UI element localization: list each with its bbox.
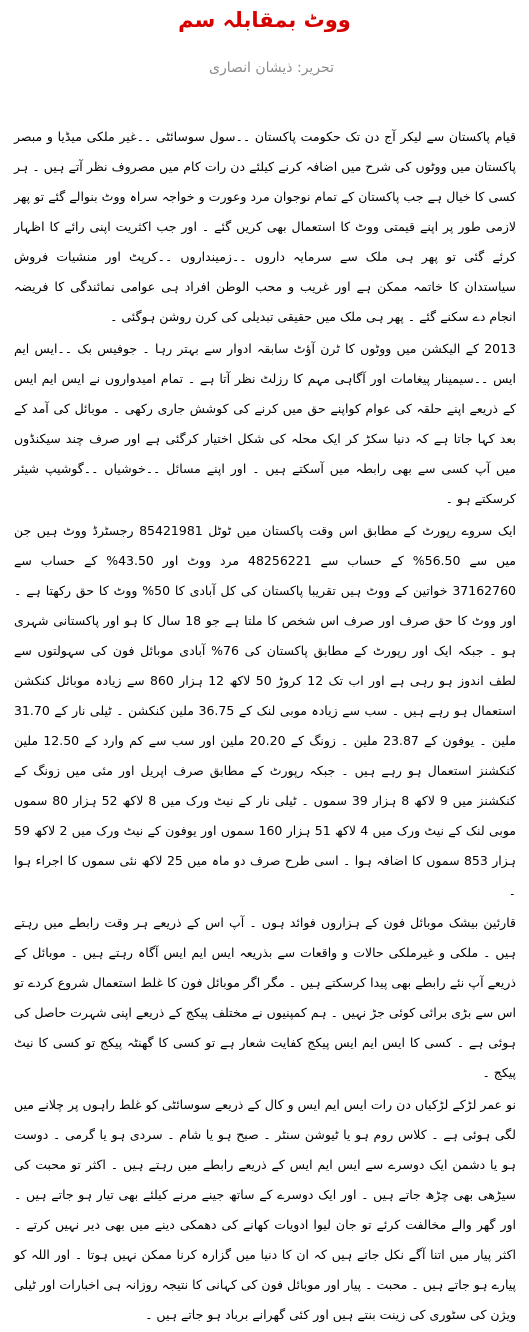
article-paragraph: نو عمر لڑکے لڑکیاں دن رات ایس ایم ایس و کال کے ذریعے سوسائٹی کو غلط راہوں پر چلانے میں لگی ہوئی ہے ۔ کلاس روم ہو یا ٹیوشن سنٹر ۔ صبح ہو یا شام ۔ سردی ہو یا گرمی ۔ دوست ہو یا دشمن ایک دوسرے سے ایس ایم ایس کے ذریعے رابطے میں رہتے ہیں ۔ اکثر تو محبت کی سیڑھی بھی چڑھ جاتے ہیں ۔ اور ایک دوسرے کے ساتھ جینے مرنے کیلئے بھی تیار ہو جاتے ہیں ۔ اور گھر والے مخالفت کرئے تو جان لیوا ادویات کھانے کی دھمکی دینے میں بھی دیر نہیں کرتے ۔ اکثر پیار میں اتنا آگے نکل جاتے ہیں کہ ان کا دنیا میں گزارہ کرنا ممکن نہیں ہوتا ۔ اور اللہ کو پیارے ہو جاتے ہیں ۔ محبت ۔ پیار اور موبائل فون کی کہانی کا نتیجہ روزانہ ہی اخبارات اور ٹیلی ویژن کی سٹوری کی زینت بنتے ہیں اور کئی گھرانے برباد ہو جاتے ہیں ۔ — [14, 1097, 516, 1322]
article-paragraph: قیام پاکستان سے لیکر آج دن تک حکومت پاکستان ۔۔سول سوسائٹی ۔۔غیر ملکی میڈیا و مبصر پاکستان میں ووٹوں کی شرح میں اضافہ کرنے کیلئے دن رات کام میں مصروف نظر آتے ہیں ۔ ہر کسی کا خیال ہے جب پاکستان کے تمام نوجوان مرد وعورت و خواجہ سراہ ووٹ بنوالے گئے تو پھر لازمی طور پر اپنے قیمتی ووٹ کا استعمال بھی کریں گئے ۔ اور جب اکثریت اپنی رائے کا اظہار کرئے گئی تو پھر ہی ملک سے سرمایہ داروں ۔۔زمینداروں ۔۔کرپٹ اور منشیات فروش سیاستدان کا خاتمہ ممکن ہے اور غریب و محب الوطن افراد ہی عوامی نمائندگی کا فریضہ انجام دے سکنے گئے ۔ پھر ہی ملک میں حقیقی تبدیلی کی کرن روشن ہوگئی ۔ — [14, 129, 516, 324]
article-byline: تحریر: ذیشان انصاری — [209, 60, 334, 76]
article-body — [14, 122, 516, 1332]
article-title: ووٹ بمقابلہ سم — [178, 8, 351, 32]
article-paragraph: قارئین بیشک موبائل فون کے ہزاروں فوائد ہوں ۔ آپ اس کے ذریعے ہر وقت رابطے میں رہتے ہیں ۔ ملکی و غیرملکی حالات و واقعات سے بذریعہ ایس ایم ایس آگاہ رہتے ہیں ۔ موبائل کے ذریعے آپ نئے رابطے بھی پیدا کرسکتے ہیں ۔ مگر اگر موبائل فون کا غلط استعمال شروع کردے تو اس سے بڑی برائی کوئی جڑ نہیں ۔ ہم کمپنیوں نے مختلف پیکج کے ذریعے اپنی شہرت حاصل کی ہوئی ہے ۔ کسی کا ایس ایم ایس پیکج کفایت شعار ہے تو کسی کا گھنٹہ پیکج تو کسی کا نیٹ پیکج ۔ — [14, 915, 516, 1080]
article-paragraph: ایک سروے رپورٹ کے مطابق اس وقت پاکستان میں ٹوٹل 85421981 رجسٹرڈ ووٹ ہیں جن میں سے 56.50% کے حساب سے 48256221 مرد ووٹ اور 43.50% کے حساب سے 37162760 خواتین کے ووٹ ہیں تقریبا پاکستان کی کل آبادی کا 50% ووٹ کا حق رکھتا ہے ۔ اور ووٹ کا حق صرف اور صرف اس شخص کا ملتا ہے جو 18 سال کا ہو اور پاکستانی شہری ہو ۔ جبکہ ایک اور رپورٹ کے مطابق پاکستان کی 76% آبادی موبائل فون کی سہولتوں سے لطف اندوز ہو رہی ہے اور اب تک 12 کروڑ 50 لاکھ 12 ہزار 860 سے زیادہ موبائل کنکشن استعمال ہو رہے ہیں ۔ سب سے زیادہ موبی لنک کے 36.75 ملین کنکشن ۔ ٹیلی نار کے 31.70 ملین ۔ یوفون کے 23.87 ملین ۔ زونگ کے 20.20 ملین اور سب سے کم وارد کے 12.50 ملین کنکشنز استعمال ہو رہے ہیں ۔ جبکہ رپورٹ کے مطابق صرف اپریل اور مئی میں زونگ کے کنکشنز میں 9 لاکھ 8 ہزار 39 سموں ۔ ٹیلی نار کے نیٹ ورک میں 8 لاکھ 52 ہزار 80 سموں موبی لنک کے نیٹ ورک میں 4 لاکھ 51 ہزار 160 سموں اور یوفون کے نیٹ ورک میں 2 لاکھ 59 ہزار 853 سموں کا اضافہ ہوا ۔ اسی طرح صرف دو ماہ میں 25 لاکھ نئی سموں کا اجراء ہوا ۔ — [14, 523, 517, 898]
article-paragraph: 2013 کے الیکشن میں ووٹوں کا ٹرن آؤٹ سابقہ ادوار سے بہتر رہا ۔ جوفیس بک ۔۔ایس ایم ایس ۔۔سیمینار پیغامات اور آگاہی مہم کا رزلٹ نظر آتا ہے ۔ تمام امیدواروں نے ایس ایم ایس کے ذریعے اپنے حلقہ کی عوام کواپنے حق میں کرنے کی کوشش جاری رکھی ۔ موبائل کی آمد کے بعد کہا جاتا ہے کہ دنیا سکڑ کر ایک محلہ کی شکل اختیار کرگئی ہے اور صرف چند سیکنڈوں میں آپ کسی سے بھی رابطہ میں آسکتے ہیں ۔ اور اپنے مسائل ۔۔خوشیاں ۔۔گوشیپ شیئر کرسکتے ہو ۔ — [14, 341, 516, 506]
